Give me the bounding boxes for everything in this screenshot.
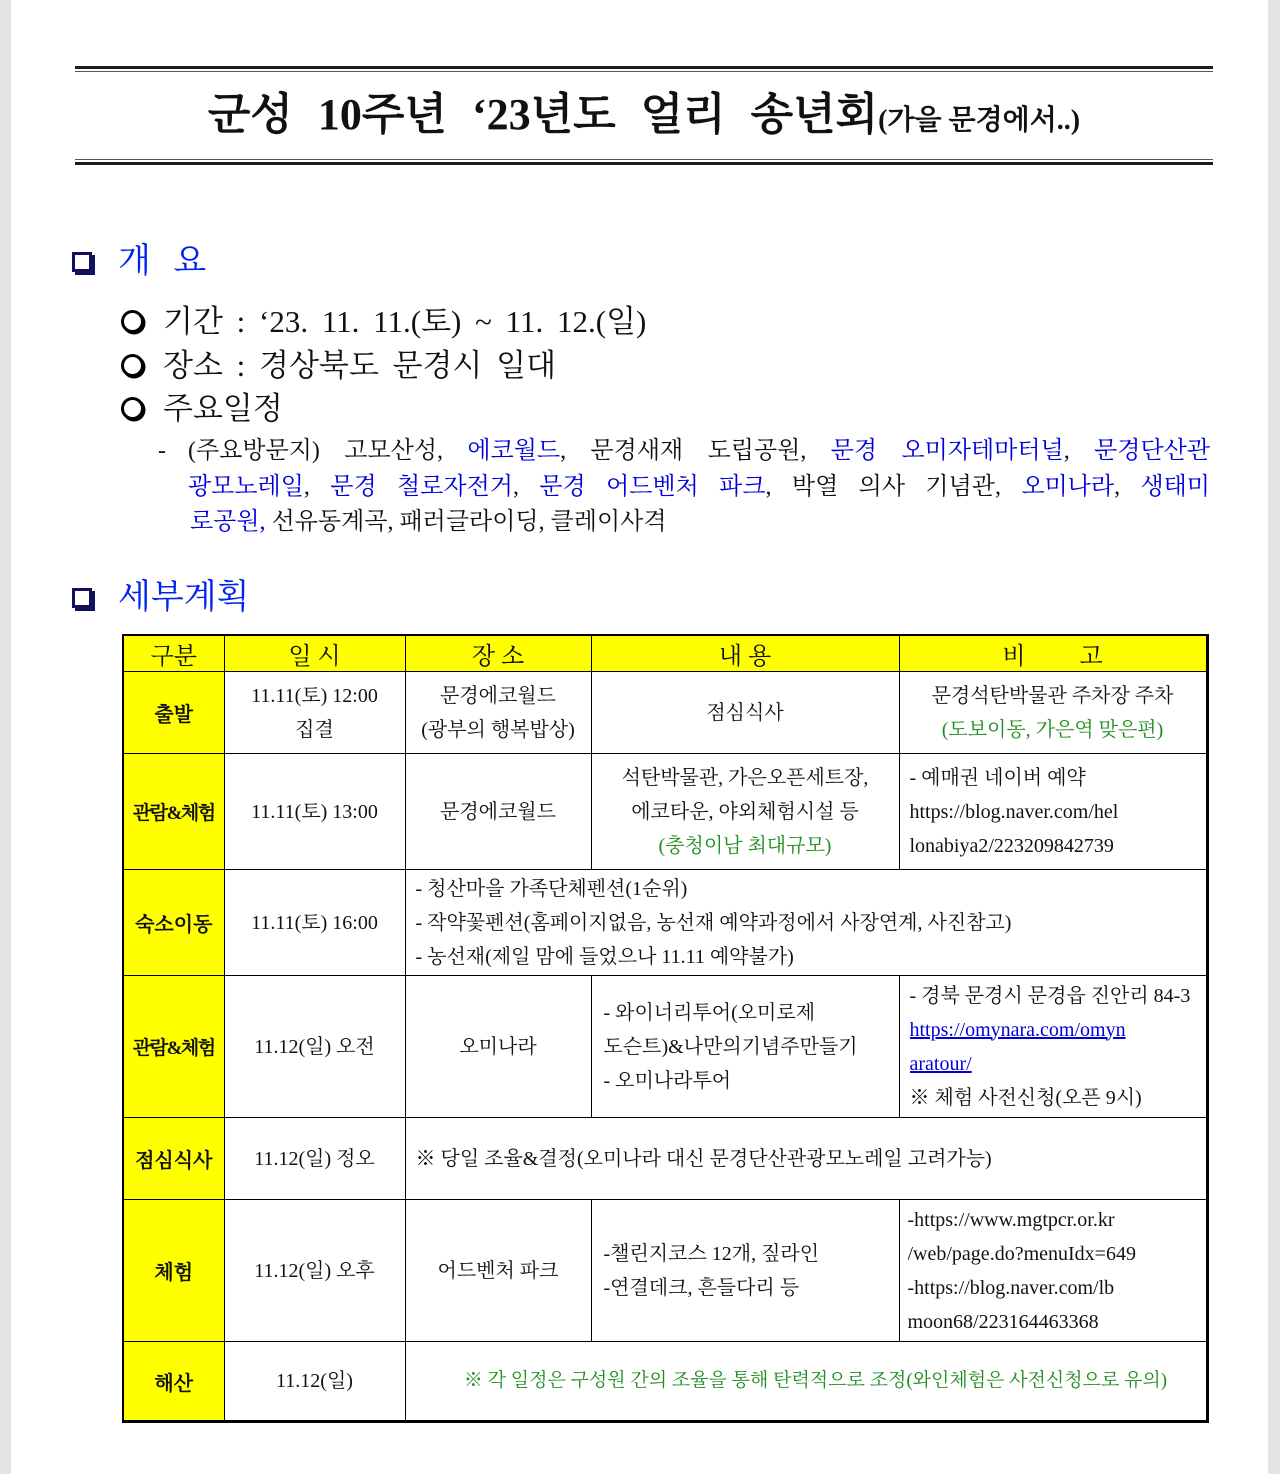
schedule-place-highlight: 광모노레일 (188, 474, 304, 500)
cell-line: 11.11(토) 13:00 (251, 800, 378, 823)
header-content: 내 용 (591, 635, 899, 672)
cell-line: 문경에코월드 (440, 684, 556, 707)
cell-category: 체험 (123, 1200, 224, 1342)
table-row (123, 672, 1207, 754)
cell-line-url: /web/page.do?menuIdx=649 (907, 1242, 1136, 1265)
table-row (123, 1118, 1207, 1200)
circle-bullet-icon (121, 310, 144, 333)
detail-plan-table (122, 634, 1209, 1423)
cell-line: 오미나라 (459, 1035, 537, 1058)
section-overview-heading: 개 요 (118, 243, 211, 280)
schedule-text: , (1063, 438, 1095, 464)
cell-line: - 청산마을 가족단체펜션(1순위) (415, 877, 688, 900)
schedule-place-highlight: 로공원, (190, 509, 266, 535)
cell-datetime (224, 870, 405, 976)
table-row (123, 1200, 1207, 1342)
cell-line-note-green: (도보이동, 가은역 맞은편) (941, 718, 1164, 741)
cell-datetime (224, 1200, 405, 1342)
title-rule-bottom-thick (75, 162, 1213, 165)
cell-content (591, 976, 899, 1118)
header-datetime: 일 시 (224, 635, 405, 672)
schedule-place-highlight: 문경 철로자전거 (330, 474, 513, 500)
cell-category: 출발 (123, 672, 224, 754)
cell-line: 11.12(일) 오전 (254, 1035, 375, 1058)
schedule-place-highlight: 문경 어드벤처 파크 (539, 474, 766, 500)
overview-period: 기간 : ‘23. 11. 11.(토) ~ 11. 12.(일) (163, 304, 647, 339)
cell-note (899, 754, 1207, 870)
cell-datetime (224, 672, 405, 754)
cell-datetime (224, 754, 405, 870)
cell-line-url: -https://blog.naver.com/lb (907, 1276, 1115, 1299)
cell-line-url: https://blog.naver.com/hel (909, 800, 1119, 823)
omynara-link[interactable]: https://omynara.com/omyn (909, 1018, 1126, 1041)
cell-category: 점심식사 (123, 1118, 224, 1200)
cell-line: 11.12(일) 정오 (254, 1147, 375, 1170)
schedule-line (190, 504, 1212, 540)
cell-line: 11.11(토) 16:00 (251, 911, 378, 934)
cell-line: ※ 당일 조율&결정(오미나라 대신 문경단산관광모노레일 고려가능) (415, 1147, 992, 1170)
cell-content (591, 1200, 899, 1342)
cell-line-note-green: (충청이남 최대규모) (658, 834, 832, 857)
cell-place (405, 754, 591, 870)
cell-line: -챌린지코스 12개, 짚라인 (603, 1242, 820, 1265)
cell-line: - 농선재(제일 맘에 들었으나 11.11 예약불가) (415, 945, 794, 968)
cell-datetime (224, 976, 405, 1118)
cell-category: 해산 (123, 1342, 224, 1422)
table-row (123, 870, 1207, 976)
checkbox-square-icon (72, 252, 92, 272)
cell-merged (405, 870, 1207, 976)
cell-datetime (224, 1342, 405, 1422)
cell-line: - 오미나라투어 (603, 1069, 732, 1092)
cell-line: 11.11(토) 12:00 (251, 684, 378, 707)
schedule-place-highlight: 오미나라 (1021, 474, 1115, 500)
cell-category: 관람&체험 (123, 976, 224, 1118)
cell-line: 석탄박물관, 가은오픈세트장, (621, 766, 869, 789)
cell-note (899, 1200, 1207, 1342)
schedule-place-highlight: 생태미 (1140, 474, 1210, 500)
cell-line: 점심식사 (706, 701, 784, 724)
cell-place (405, 672, 591, 754)
schedule-text: , 박열 의사 기념관, (765, 474, 1022, 500)
schedule-text: , 문경새재 도립공원, (560, 438, 831, 464)
cell-content (591, 754, 899, 870)
cell-line-url: moon68/223164463368 (907, 1310, 1099, 1333)
overview-main-schedule: 주요일정 (163, 391, 283, 426)
schedule-text: , (1114, 474, 1141, 500)
schedule-place-highlight: 문경단산관 (1094, 438, 1210, 464)
header-place: 장 소 (405, 635, 591, 672)
header-category: 구분 (123, 635, 224, 672)
cell-line: 문경에코월드 (440, 800, 556, 823)
title-rule-top-thick (75, 66, 1213, 69)
cell-place (405, 976, 591, 1118)
schedule-text: (주요방문지) 고모산성, (188, 438, 468, 464)
cell-note (899, 672, 1207, 754)
cell-line: 11.12(일) (276, 1370, 353, 1392)
title-subtitle: (가을 문경에서..) (878, 105, 1081, 136)
circle-bullet-icon (121, 397, 144, 420)
schedule-text: 선유동계곡, 패러글라이딩, 클레이사격 (265, 509, 667, 535)
title-main: 군성 10주년 ‘23년도 얼리 송년회 (207, 90, 879, 139)
cell-line: 에코타운, 야외체험시설 등 (631, 800, 859, 823)
cell-line: - 작약꽃펜션(홈페이지없음, 농선재 예약과정에서 사장연계, 사진참고) (415, 911, 1012, 934)
table-row (123, 976, 1207, 1118)
omynara-link[interactable]: aratour/ (909, 1052, 972, 1075)
cell-line-url: lonabiya2/223209842739 (909, 834, 1114, 857)
cell-datetime (224, 1118, 405, 1200)
cell-line: 문경석탄박물관 주차장 주차 (931, 684, 1174, 707)
cell-line: - 예매권 네이버 예약 (909, 766, 1086, 789)
cell-line-note-green: ※ 각 일정은 구성원 간의 조율을 통해 탄력적으로 조정(와인체험은 사전신청으로 유의) (463, 1370, 1168, 1391)
cell-line: 11.12(일) 오후 (254, 1259, 375, 1282)
circle-bullet-icon (121, 354, 144, 377)
schedule-place-highlight: 에코월드 (467, 438, 561, 464)
cell-line: ※ 체험 사전신청(오픈 9시) (909, 1086, 1142, 1109)
schedule-text: , (303, 474, 331, 500)
title-rule-bottom-thin (75, 159, 1213, 160)
cell-place (405, 1200, 591, 1342)
cell-line: - 와이너리투어(오미로제 (603, 1001, 816, 1024)
cell-line: 도슨트)&나만의기념주만들기 (603, 1035, 858, 1058)
cell-category: 숙소이동 (123, 870, 224, 976)
table-row (123, 1342, 1207, 1422)
schedule-line (188, 469, 1210, 505)
overview-place: 장소 : 경상북도 문경시 일대 (163, 348, 557, 383)
document-title (75, 72, 1213, 158)
cell-line-url: -https://www.mgtpcr.or.kr (907, 1208, 1115, 1231)
cell-category: 관람&체험 (123, 754, 224, 870)
cell-line: - 경북 문경시 문경읍 진안리 84-3 (909, 984, 1191, 1007)
cell-merged (405, 1342, 1207, 1422)
cell-line: 집결 (295, 718, 334, 741)
cell-merged (405, 1118, 1207, 1200)
cell-note (899, 976, 1207, 1118)
cell-line: 어드벤처 파크 (437, 1259, 559, 1282)
checkbox-square-icon (72, 588, 92, 608)
schedule-dash: - (158, 438, 166, 464)
table-row (123, 754, 1207, 870)
schedule-text: , (512, 474, 540, 500)
cell-line: -연결데크, 흔들다리 등 (603, 1276, 800, 1299)
cell-line: (광부의 행복밥상) (421, 718, 575, 741)
section-detail-heading: 세부계획 (118, 579, 250, 616)
header-note: 비 고 (899, 635, 1207, 672)
cell-content (591, 672, 899, 754)
table-header-row (123, 635, 1207, 672)
schedule-line (188, 433, 1210, 469)
schedule-place-highlight: 문경 오미자테마터널 (830, 438, 1064, 464)
